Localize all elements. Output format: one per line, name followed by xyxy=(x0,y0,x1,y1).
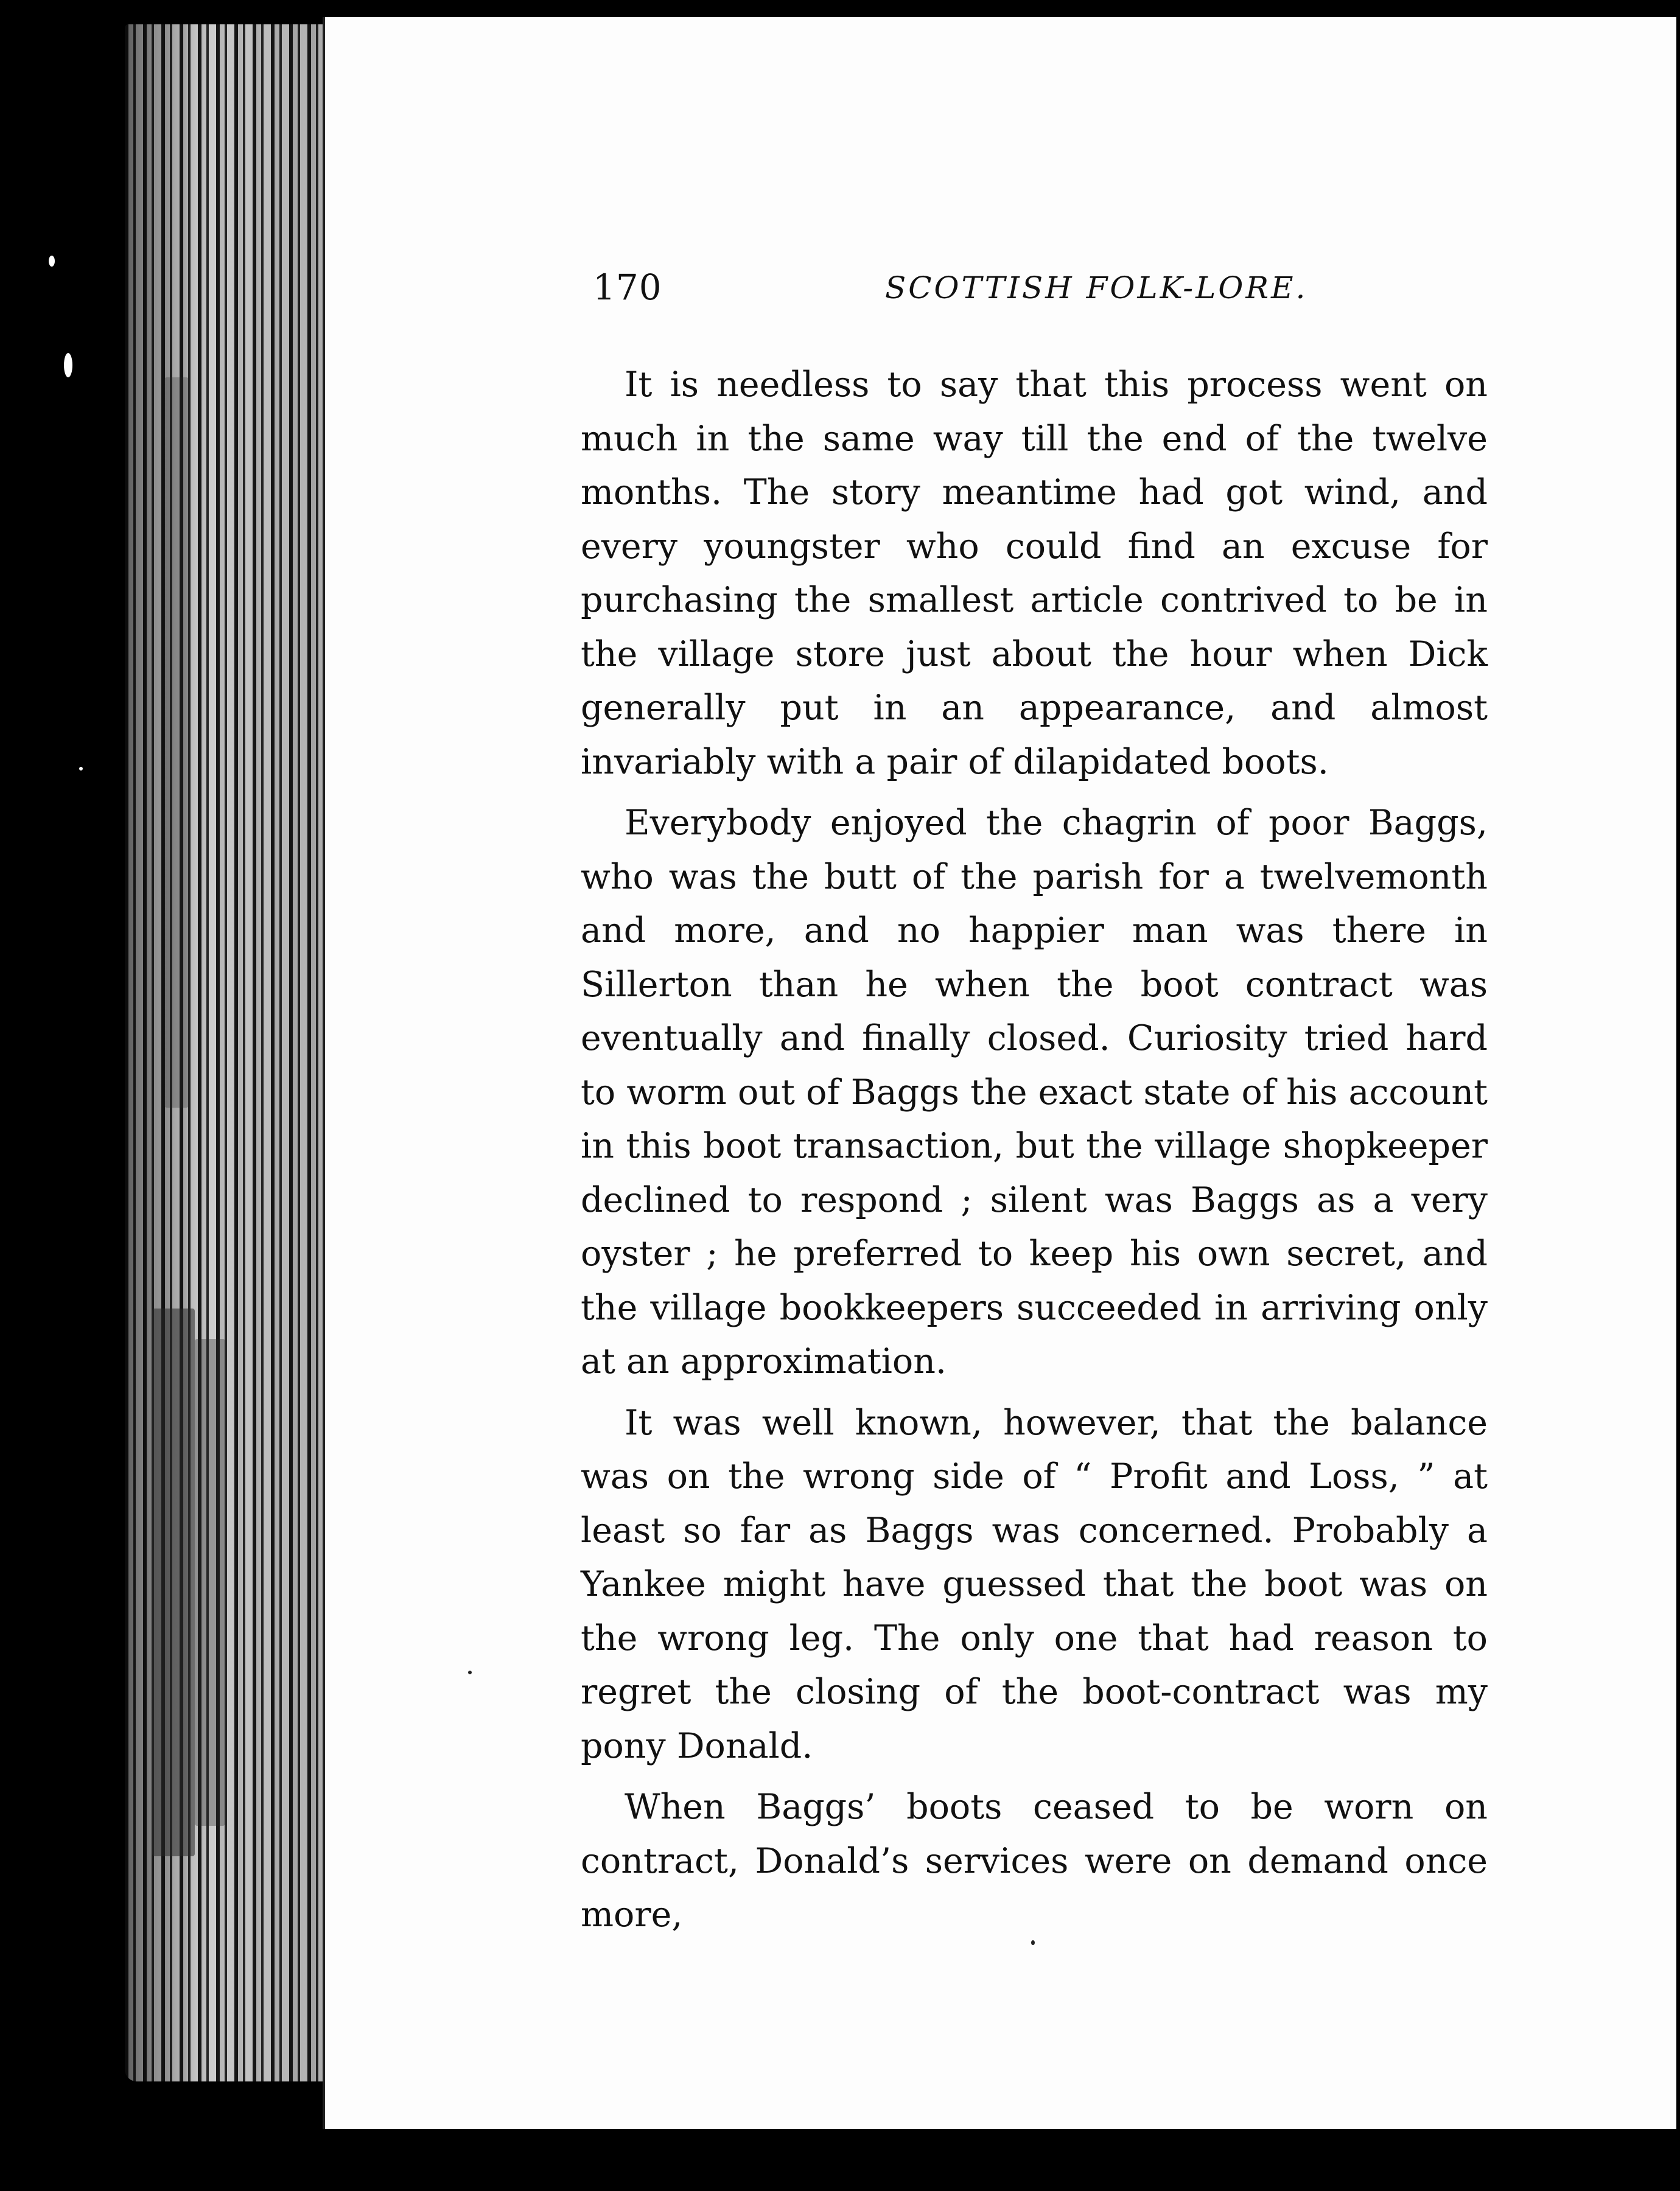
running-head xyxy=(593,267,1579,321)
edge-ink-mark xyxy=(152,1309,195,1856)
paragraph: Everybody enjoyed the chagrin of poor Baggs, who was the butt of the parish for a twelvemonth and more, and no happier man was there in Sillerton than he when the boot contract was eventually and finally closed. Curiosity tried hard to worm out of Baggs the exact state of his account in this boot transaction, but the village shopkeeper declined to respond ; silent was Baggs as a very oyster ; he preferred to keep his own secret, and the village bookkeepers succeeded in arriving only at an approximation. xyxy=(581,803,1488,1382)
paragraph: When Baggs’ boots ceased to be worn on contract, Donald’s services were on demand once more, xyxy=(581,1787,1488,1935)
ink-dot xyxy=(1031,1940,1035,1945)
body-text xyxy=(581,358,1488,1949)
ink-dot xyxy=(468,1671,472,1674)
page-number: 170 xyxy=(593,267,662,308)
book-page xyxy=(323,17,1676,2129)
dust-speck xyxy=(49,256,55,267)
edge-ink-mark xyxy=(164,377,189,1108)
running-title: SCOTTISH FOLK-LORE. xyxy=(885,270,1308,306)
dust-speck xyxy=(64,353,72,377)
dust-speck xyxy=(79,767,83,771)
paragraph: It is needless to say that this process went on much in the same way till the end of the twelve months. The story meantime had got wind, and every youngster who could find an excuse for purchasing the smallest article contrived to be in the village store just about the hour when Dick generally put in an appearance, and almost invariably with a pair of dilapidated boots. xyxy=(581,365,1488,782)
paragraph: It was well known, however, that the balance was on the wrong side of “ Profit and Loss, ” at least so far as Baggs was concerned. Probably a Yankee might have guessed that the boot was on the wrong leg. The only one that had reason to regret the closing of the boot-contract was my pony Donald. xyxy=(581,1402,1488,1766)
edge-ink-mark xyxy=(195,1339,225,1826)
